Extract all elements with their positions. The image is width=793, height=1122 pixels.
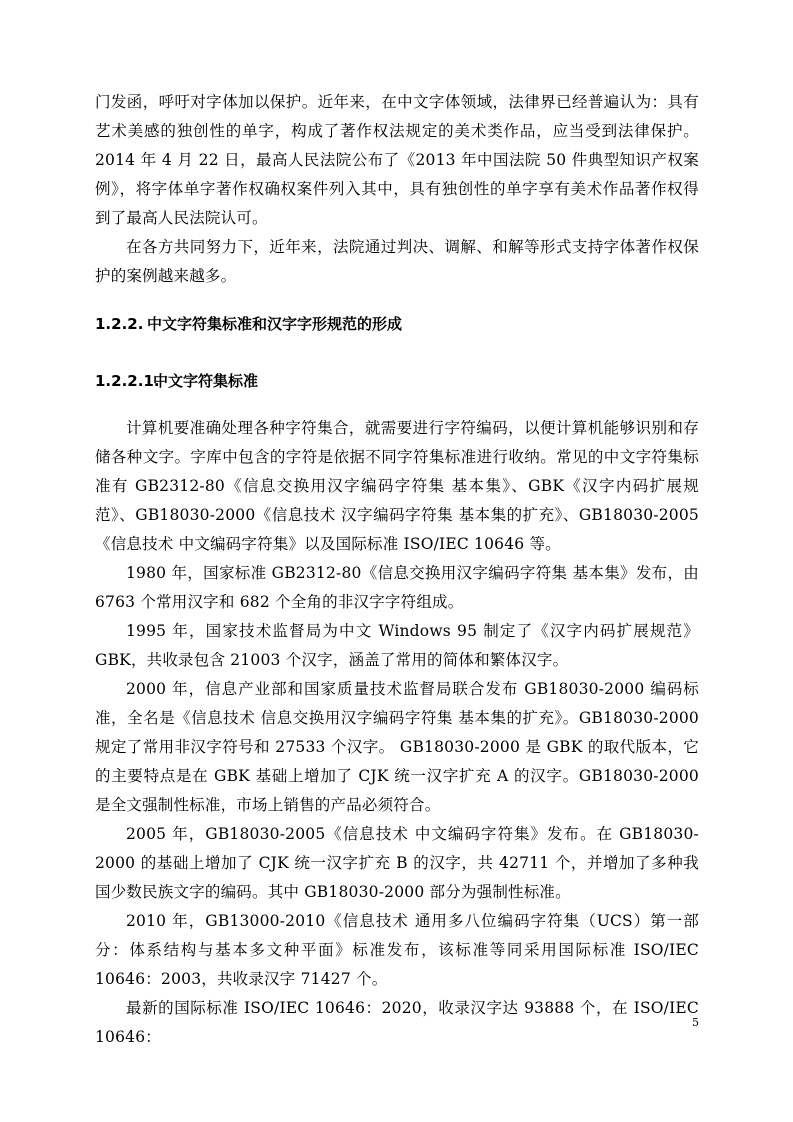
body-paragraph-1: 计算机要准确处理各种字符集合，就需要进行字符编码，以便计算机能够识别和存储各种文字。字库中包含的字符是依据不同字符集标准进行收纳。常见的中文字符集标准有 GB2312-80《信息交换用汉字编码字符集 基本集》、GBK《汉字内码扩展规范》、GB18030-2000《信息技术 汉字编码字符集 基本集的扩充》、GB18030-2005《信息技术 中文编码字符集》以及国际标准 ISO/IEC 10646 等。 bbox=[95, 419, 699, 553]
body-paragraph-6: 2010 年，GB13000-2010《信息技术 通用多八位编码字符集（UCS）第一部分：体系结构与基本多文种平面》标准发布，该标准等同采用国际标准 ISO/IEC 10646：2003，共收录汉字 71427 个。 bbox=[95, 912, 699, 988]
body-text bbox=[95, 414, 699, 1052]
section-heading bbox=[95, 312, 699, 336]
body-paragraph-4: 2000 年，信息产业部和国家质量技术监督局联合发布 GB18030-2000 编码标准，全名是《信息技术 信息交换用汉字编码字符集 基本集的扩充》。GB18030-2000 规定了常用非汉字符号和 27533 个汉字。 GB18030-2000 是 GBK 的取代版本，它的主要特点是在 GBK 基础上增加了 CJK 统一汉字扩充 A 的汉字。GB18030-2000 是全文强制性标准，市场上销售的产品必须符合。 bbox=[95, 680, 699, 814]
subsection-number: 1.2.2.1. bbox=[95, 372, 160, 390]
body-paragraph-7: 最新的国际标准 ISO/IEC 10646：2020，收录汉字达 93888 个，在 ISO/IEC 10646： bbox=[95, 999, 699, 1046]
section-number: 1.2.2. bbox=[95, 315, 144, 333]
body-paragraph-3: 1995 年，国家技术监督局为中文 Windows 95 制定了《汉字内码扩展规范》GBK，共收录包含 21003 个汉字，涵盖了常用的简体和繁体汉字。 bbox=[95, 622, 699, 669]
intro-paragraph-2: 在各方共同努力下，近年来，法院通过判决、调解、和解等形式支持字体著作权保护的案例越来越多。 bbox=[95, 238, 699, 285]
page-number: 5 bbox=[692, 1016, 699, 1029]
section-title: 中文字符集标准和汉字字形规范的形成 bbox=[147, 315, 403, 333]
subsection-heading bbox=[95, 369, 699, 393]
subsection-title: 中文字符集标准 bbox=[153, 372, 259, 390]
body-paragraph-2: 1980 年，国家标准 GB2312-80《信息交换用汉字编码字符集 基本集》发布，由 6763 个常用汉字和 682 个全角的非汉字字符组成。 bbox=[95, 564, 699, 611]
intro-text bbox=[95, 88, 699, 291]
body-paragraph-5: 2005 年，GB18030-2005《信息技术 中文编码字符集》发布。在 GB18030-2000 的基础上增加了 CJK 统一汉字扩充 B 的汉字，共 42711 个，并增加了多种我国少数民族文字的编码。其中 GB18030-2000 部分为强制性标准。 bbox=[95, 825, 699, 901]
intro-paragraph-1: 门发函，呼吁对字体加以保护。近年来，在中文字体领域，法律界已经普遍认为：具有艺术美感的独创性的单字，构成了著作权法规定的美术类作品，应当受到法律保护。2014 年 4 月 22 日，最高人民法院公布了《2013 年中国法院 50 件典型知识产权案例》，将字体单字著作权确权案件列入其中，具有独创性的单字享有美术作品著作权得到了最高人民法院认可。 bbox=[95, 93, 699, 227]
